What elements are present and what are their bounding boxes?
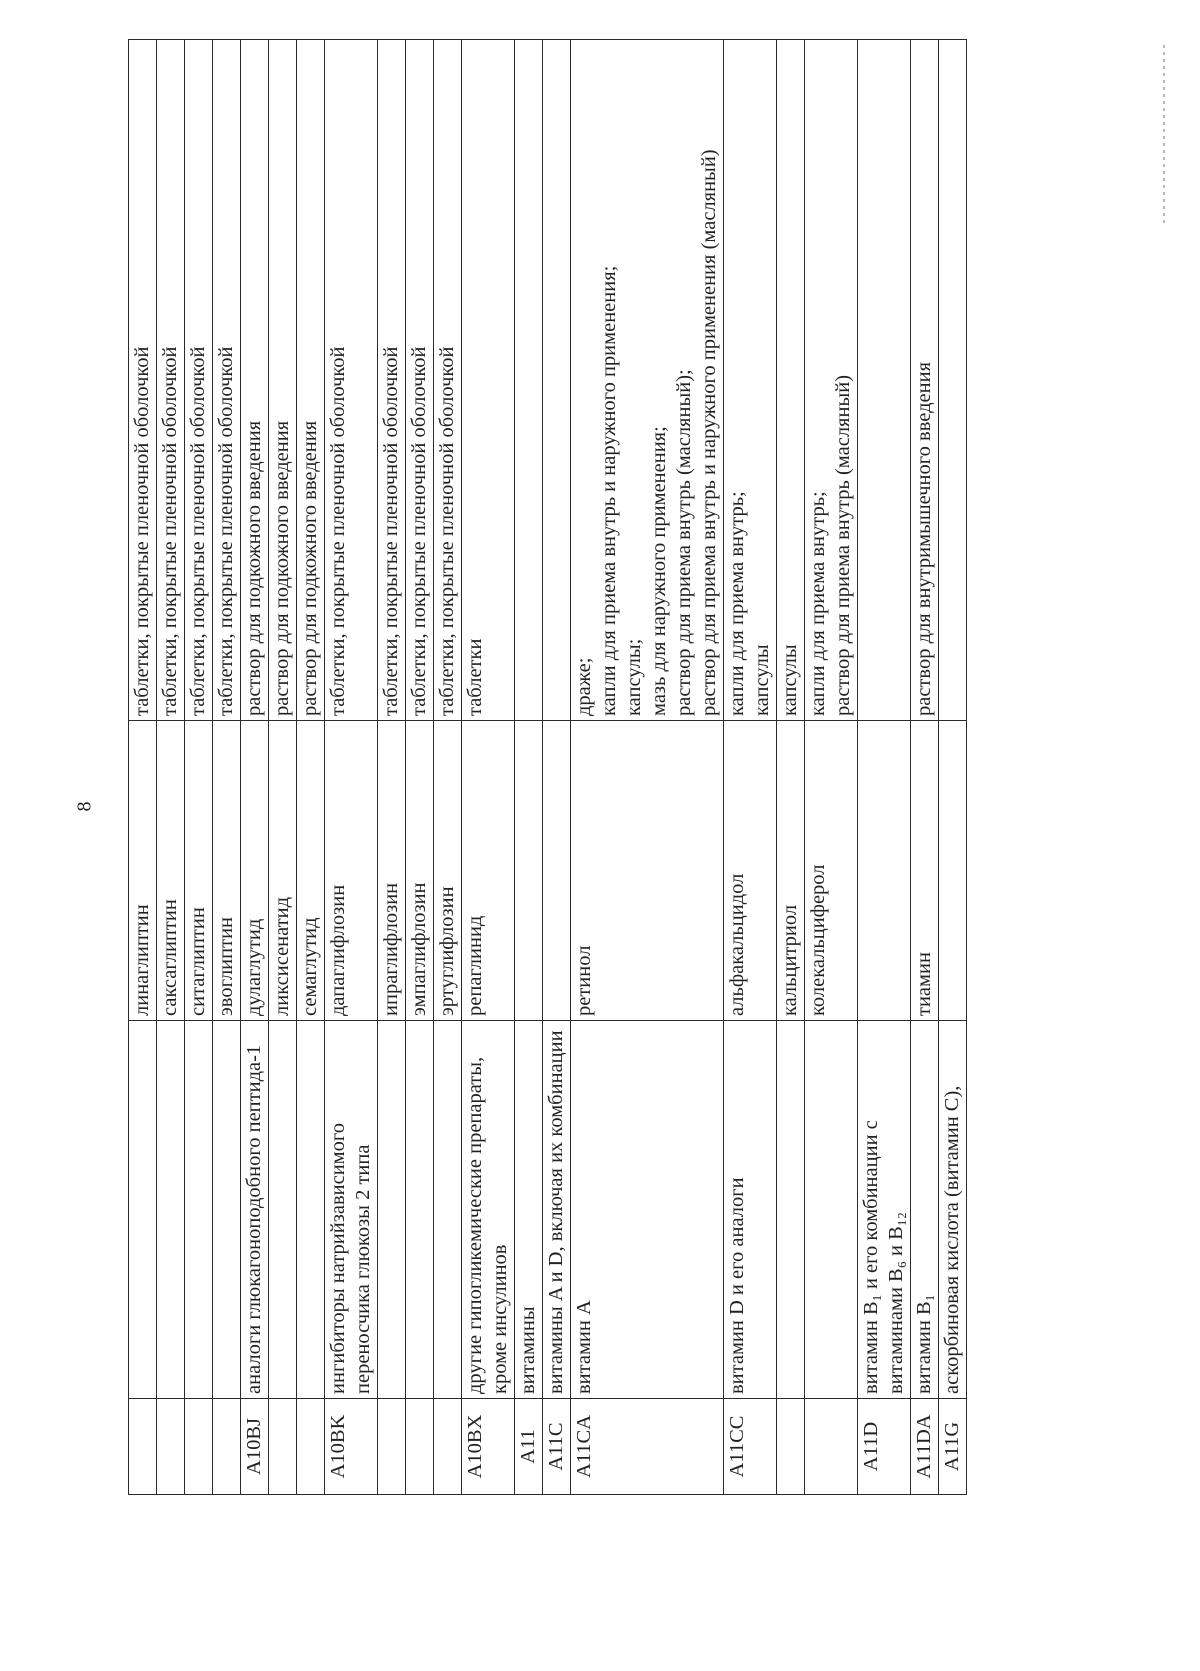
dosage-form-line: раствор для подкожного введения — [271, 420, 293, 716]
group-name-cell: витамин D и его аналоги — [724, 1021, 777, 1399]
atc-code-cell — [406, 1399, 434, 1495]
dosage-form-cell — [185, 40, 213, 721]
drug-name-cell: кальцитриол — [777, 721, 805, 1021]
dosage-form-cell — [858, 40, 911, 721]
drug-name-cell: ситаглиптин — [185, 721, 213, 1021]
atc-code-cell: A10BK — [325, 1399, 378, 1495]
table-row — [185, 40, 213, 1495]
dosage-form-line: таблетки, покрытые пленочной оболочкой — [131, 346, 153, 716]
drug-name-cell: альфакальцидол — [724, 721, 777, 1021]
atc-code-cell — [777, 1399, 805, 1495]
dosage-form-cell — [157, 40, 185, 721]
atc-code-cell: A11 — [515, 1399, 543, 1495]
dosage-form-line: капсулы — [751, 644, 773, 716]
dosage-form-cell — [805, 40, 858, 721]
dosage-form-cell — [269, 40, 297, 721]
group-name-cell — [269, 1021, 297, 1399]
table-row — [157, 40, 185, 1495]
atc-code-cell — [269, 1399, 297, 1495]
dosage-form-line: капсулы; — [623, 638, 645, 716]
atc-code-cell — [185, 1399, 213, 1495]
group-name-cell: витамин B₁ и его комбинации с витаминами B₆ и B₁₂ — [858, 1021, 911, 1399]
group-name-cell: аскорбиновая кислота (витамин C), — [939, 1021, 967, 1399]
table-row — [378, 40, 406, 1495]
atc-code-cell: A11CA — [571, 1399, 724, 1495]
atc-code-cell: A11CC — [724, 1399, 777, 1495]
dosage-form-line: раствор для приема внутрь (масляный); — [673, 369, 695, 716]
drug-name-cell: ретинол — [571, 721, 724, 1021]
drug-table-body — [129, 40, 967, 1495]
table-row — [213, 40, 241, 1495]
dosage-form-cell — [434, 40, 462, 721]
dosage-form-cell — [462, 40, 515, 721]
table-row — [805, 40, 858, 1495]
drug-name-cell — [543, 721, 571, 1021]
dosage-form-cell — [543, 40, 571, 721]
drug-name-cell: репаглинид — [462, 721, 515, 1021]
drug-name-cell — [515, 721, 543, 1021]
group-name-cell — [129, 1021, 157, 1399]
dosage-form-cell — [213, 40, 241, 721]
dosage-form-line: раствор для приема внутрь и наружного применения (масляный) — [698, 149, 720, 716]
dosage-form-line: таблетки, покрытые пленочной оболочкой — [408, 346, 430, 716]
dosage-form-line: капсулы — [779, 644, 801, 716]
drug-name-cell: линаглиптин — [129, 721, 157, 1021]
table-row — [911, 40, 939, 1495]
dosage-form-cell — [325, 40, 378, 721]
dosage-form-cell — [406, 40, 434, 721]
dosage-form-line: раствор для подкожного введения — [299, 420, 321, 716]
drug-name-cell — [939, 721, 967, 1021]
atc-code-cell — [378, 1399, 406, 1495]
dosage-form-cell — [241, 40, 269, 721]
atc-code-cell — [129, 1399, 157, 1495]
group-name-cell — [378, 1021, 406, 1399]
drug-name-cell: ипраглифлозин — [378, 721, 406, 1021]
group-name-cell — [434, 1021, 462, 1399]
group-name-cell: витамин A — [571, 1021, 724, 1399]
rotated-page — [128, 40, 1033, 1495]
scan-margin-mark — [1163, 45, 1165, 225]
dosage-form-line: таблетки, покрытые пленочной оболочкой — [215, 346, 237, 716]
drug-name-cell: тиамин — [911, 721, 939, 1021]
dosage-form-line: таблетки, покрытые пленочной оболочкой — [380, 346, 402, 716]
atc-code-cell — [434, 1399, 462, 1495]
atc-code-cell — [157, 1399, 185, 1495]
drug-name-cell: эртуглифлозин — [434, 721, 462, 1021]
table-row — [515, 40, 543, 1495]
table-row — [325, 40, 378, 1495]
page-number: 8 — [73, 801, 96, 812]
drug-name-cell: ликсисенатид — [269, 721, 297, 1021]
dosage-form-line: таблетки, покрытые пленочной оболочкой — [327, 346, 349, 716]
table-row — [939, 40, 967, 1495]
table-row — [297, 40, 325, 1495]
dosage-form-line: раствор для внутримышечного введения — [913, 361, 935, 716]
atc-code-cell: A11C — [543, 1399, 571, 1495]
dosage-form-line: таблетки — [464, 638, 486, 716]
dosage-form-line: капли для приема внутрь и наружного применения; — [598, 265, 620, 716]
table-row — [434, 40, 462, 1495]
atc-code-cell: A10BJ — [241, 1399, 269, 1495]
group-name-cell: другие гипогликемические препараты, кроме инсулинов — [462, 1021, 515, 1399]
atc-code-cell — [297, 1399, 325, 1495]
table-row — [241, 40, 269, 1495]
dosage-form-line: таблетки, покрытые пленочной оболочкой — [436, 346, 458, 716]
atc-code-cell: A11D — [858, 1399, 911, 1495]
atc-code-cell: A10BX — [462, 1399, 515, 1495]
drug-table — [128, 39, 967, 1495]
group-name-cell: аналоги глюкагоноподобного пептида-1 — [241, 1021, 269, 1399]
dosage-form-line: капли для приема внутрь; — [726, 491, 748, 716]
group-name-cell: витамины A и D, включая их комбинации — [543, 1021, 571, 1399]
drug-name-cell: дулаглутид — [241, 721, 269, 1021]
group-name-cell — [406, 1021, 434, 1399]
dosage-form-cell — [515, 40, 543, 721]
dosage-form-line: таблетки, покрытые пленочной оболочкой — [159, 346, 181, 716]
dosage-form-line: драже; — [573, 657, 595, 716]
dosage-form-line: мазь для наружного применения; — [648, 426, 670, 716]
atc-code-cell — [805, 1399, 858, 1495]
dosage-form-line: таблетки, покрытые пленочной оболочкой — [187, 346, 209, 716]
table-row — [129, 40, 157, 1495]
table-row — [406, 40, 434, 1495]
dosage-form-cell — [724, 40, 777, 721]
dosage-form-cell — [777, 40, 805, 721]
dosage-form-cell — [378, 40, 406, 721]
group-name-cell: витамин B₁ — [911, 1021, 939, 1399]
table-row — [269, 40, 297, 1495]
drug-name-cell: колекальциферол — [805, 721, 858, 1021]
atc-code-cell: A11DA — [911, 1399, 939, 1495]
drug-name-cell: эвоглиптин — [213, 721, 241, 1021]
dosage-form-cell — [571, 40, 724, 721]
table-row — [462, 40, 515, 1495]
dosage-form-line: раствор для подкожного введения — [243, 420, 265, 716]
atc-code-cell — [213, 1399, 241, 1495]
group-name-cell — [185, 1021, 213, 1399]
group-name-cell: витамины — [515, 1021, 543, 1399]
drug-name-cell: саксаглиптин — [157, 721, 185, 1021]
table-row — [724, 40, 777, 1495]
table-row — [543, 40, 571, 1495]
dosage-form-cell — [911, 40, 939, 721]
dosage-form-cell — [297, 40, 325, 721]
dosage-form-cell — [939, 40, 967, 721]
table-row — [858, 40, 911, 1495]
drug-name-cell: семаглутид — [297, 721, 325, 1021]
drug-name-cell: эмпаглифлозин — [406, 721, 434, 1021]
drug-name-cell — [858, 721, 911, 1021]
drug-name-cell: дапаглифлозин — [325, 721, 378, 1021]
group-name-cell — [297, 1021, 325, 1399]
group-name-cell — [157, 1021, 185, 1399]
dosage-form-line: капли для приема внутрь; — [807, 491, 829, 716]
table-row — [571, 40, 724, 1495]
group-name-cell — [805, 1021, 858, 1399]
group-name-cell: ингибиторы натрийзависимого переносчика глюкозы 2 типа — [325, 1021, 378, 1399]
dosage-form-line: раствор для приема внутрь (масляный) — [832, 374, 854, 716]
dosage-form-cell — [129, 40, 157, 721]
group-name-cell — [213, 1021, 241, 1399]
atc-code-cell: A11G — [939, 1399, 967, 1495]
table-row — [777, 40, 805, 1495]
group-name-cell — [777, 1021, 805, 1399]
